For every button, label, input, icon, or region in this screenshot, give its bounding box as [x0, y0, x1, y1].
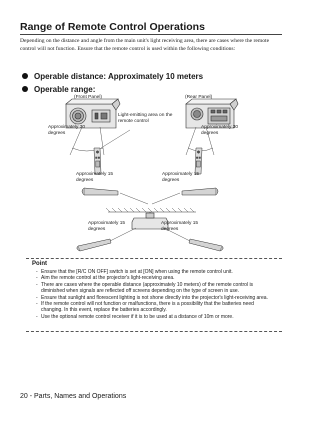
point-item: - If the remote control will not function or malfunctions, there is a possibility that the batteries need changing. In this event, replace the batteries accordingly.: [36, 301, 276, 314]
point-note-box: [26, 258, 282, 332]
angle-15-bottom-right-label: Approximately 15 degrees: [161, 221, 199, 232]
remote-top-left-icon: [82, 188, 118, 195]
angle-15-top-left-label: Approximately 15 degrees: [76, 172, 114, 183]
point-item: - Ensure that sunlight and florescent lighting is not shone directly into the projector's light-receiving area.: [36, 295, 276, 301]
angle-30-right-label: Approximately 30 degrees: [201, 125, 239, 136]
projector-rear-icon: [186, 99, 238, 128]
angle-15-top-right-label: Approximately 15 degrees: [162, 172, 200, 183]
angle-30-left-label: Approximately 30 degrees: [48, 125, 86, 136]
point-item: - There are cases where the operable distance (approximately 10 meters) of the remote control is diminished when signals are reflected off screens depending on the type of screen in use.: [36, 282, 276, 295]
intro-paragraph: Depending on the distance and angle from the main unit's light receiving area, there are cases where the remote control will not function. Ensure that the remote control is used within the following conditions:: [20, 38, 270, 52]
page-footer: 20 - Parts, Names and Operations: [20, 393, 127, 400]
projector-front-icon: [66, 99, 120, 128]
point-item: - Ensure that the [R/C ON OFF] switch is set at [ON] when using the remote control unit.: [36, 269, 276, 275]
point-title: Point: [32, 261, 47, 267]
page-title: Range of Remote Control Operations: [20, 21, 282, 35]
rear-panel-label: (Rear Panel): [185, 95, 213, 100]
remote-bottom-left-icon: [77, 239, 111, 251]
bullet-text: Operable range:: [34, 85, 96, 94]
bullet-text: Operable distance: Approximately 10 meters: [34, 72, 204, 81]
floor-hatch-line: [106, 208, 196, 212]
angle-15-bottom-left-label: Approximately 15 degrees: [88, 221, 126, 232]
point-item: - Use the optional remote control receiver if it is to be used at a distance of 10m or more.: [36, 314, 276, 320]
remote-bottom-right-icon: [189, 239, 223, 251]
remote-front-icon: [94, 148, 101, 174]
front-panel-label: (Front Panel): [74, 95, 102, 100]
point-list: [36, 269, 276, 320]
point-item: - Aim the remote control at the projector's light-receiving area.: [36, 275, 276, 281]
remote-top-right-icon: [182, 188, 218, 195]
remote-rear-icon: [195, 148, 202, 174]
light-emitting-area-label: Light-emitting area on the remote control: [118, 113, 173, 124]
